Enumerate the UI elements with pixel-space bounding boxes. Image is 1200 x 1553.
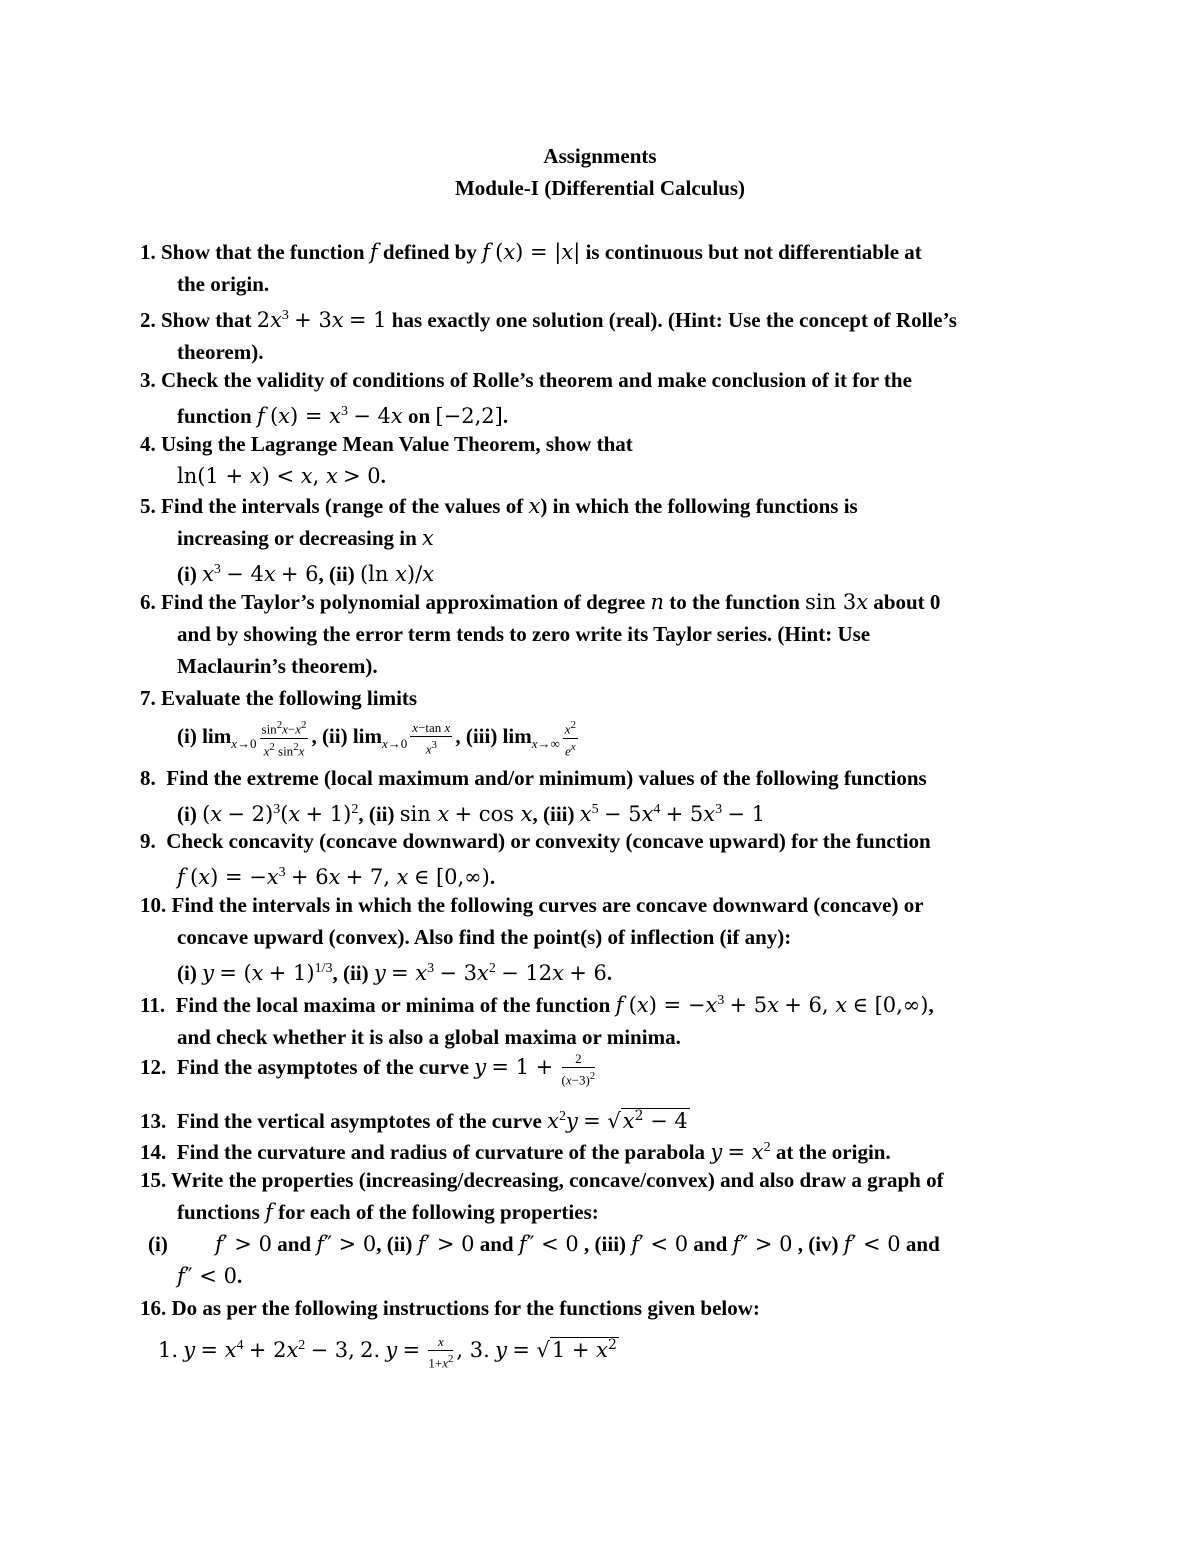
question-7: 7. Evaluate the following limits (i) $\lim_{x\to 0}$ $\frac{\sin^2x-x^2}{x^2 \sin^2x}$ , (ii) $\lim_{x\to 0}$ $\frac{\text{x−tan x}}{x^3}$ , (iii) $\lim_{x\to\infty}$ $\frac{x^2}{e^x}$ (140, 686, 576, 759)
question-12: 12. Find the asymptotes of the curve y = 1 + $\frac{2}{(x-3)^2}$ (140, 1050, 596, 1087)
question-2: 2. Show that $2x^3 + 3x = 1$ has exactly one solution (real). (Hint: Use the concept of Rolle’s theorem). (140, 308, 957, 364)
question-1: 1. Show that the function f defined by f (x) = |x| is continuous but not differentiable at the origin. (140, 240, 922, 296)
question-6: 6. Find the Taylor’s polynomial approximation of degree n to the function sin 3x about 0 and by showing the error term tends to zero write its Taylor series. (Hint: Use Maclaurin’s theorem). (140, 590, 941, 678)
question-4: 4. Using the Lagrange Mean Value Theorem, show that ln(1 + x) < x, x > 0. (140, 432, 633, 488)
question-15: 15. Write the properties (increasing/decreasing, concave/convex) and also draw a graph of functions f for each of the following properties: (i) f′ > 0 and f″ > 0, (ii) f′ > 0 and f″ < 0 , (iii) f′ < 0 and f″ > 0 , (iv) f′ < 0 and f″ < 0. (140, 1168, 944, 1288)
page-title: Assignments (543, 144, 657, 168)
question-5: 5. Find the intervals (range of the values of x) in which the following functions is increasing or decreasing in x (i) $x^3 - 4x + 6$, (ii) (ln x)/x (140, 494, 858, 586)
question-8: 8. Find the extreme (local maximum and/or minimum) values of the following functions (i) $(x - 2)^3(x + 1)^2$, (ii) sin x + cos x, (iii) $x^5 - 5x^4 + 5x^3 - 1$ (140, 766, 927, 826)
page-subtitle: Module-I (Differential Calculus) (454, 176, 746, 200)
question-11: 11. Find the local maxima or minima of the function f $(x) = -x^3 + 5x + 6$, x ∈ [0,∞), and check whether it is also a global maxima or minima. (140, 993, 934, 1049)
question-9: 9. Check concavity (concave downward) or convexity (concave upward) for the function f $(x) = -x^3 + 6x + 7$, x ∈ [0,∞). (140, 829, 931, 889)
question-3: 3. Check the validity of conditions of Rolle’s theorem and make conclusion of it for the function f $(x) = x^3 - 4x$ on [−2,2]. (140, 368, 912, 428)
question-16: 16. Do as per the following instructions for the functions given below: 1. $y = x^4 + 2x^2 - 3$, 2. y = $\frac{x}{1+x^2}$ , 3. $y = √1 + x^2$ (140, 1296, 760, 1370)
question-13: 13. Find the vertical asymptotes of the curve $x^2y = √x^2 - 4$ (140, 1108, 688, 1133)
question-14: 14. Find the curvature and radius of curvature of the parabola $y = x^2$ at the origin. (140, 1140, 891, 1164)
question-10: 10. Find the intervals in which the following curves are concave downward (concave) or concave upward (convex). Also find the point(s) of inflection (if any): (i) $y = (x + 1)^{1/3}$, (ii) $y = x^3 - 3x^2 - 12x + 6$. (140, 893, 924, 985)
